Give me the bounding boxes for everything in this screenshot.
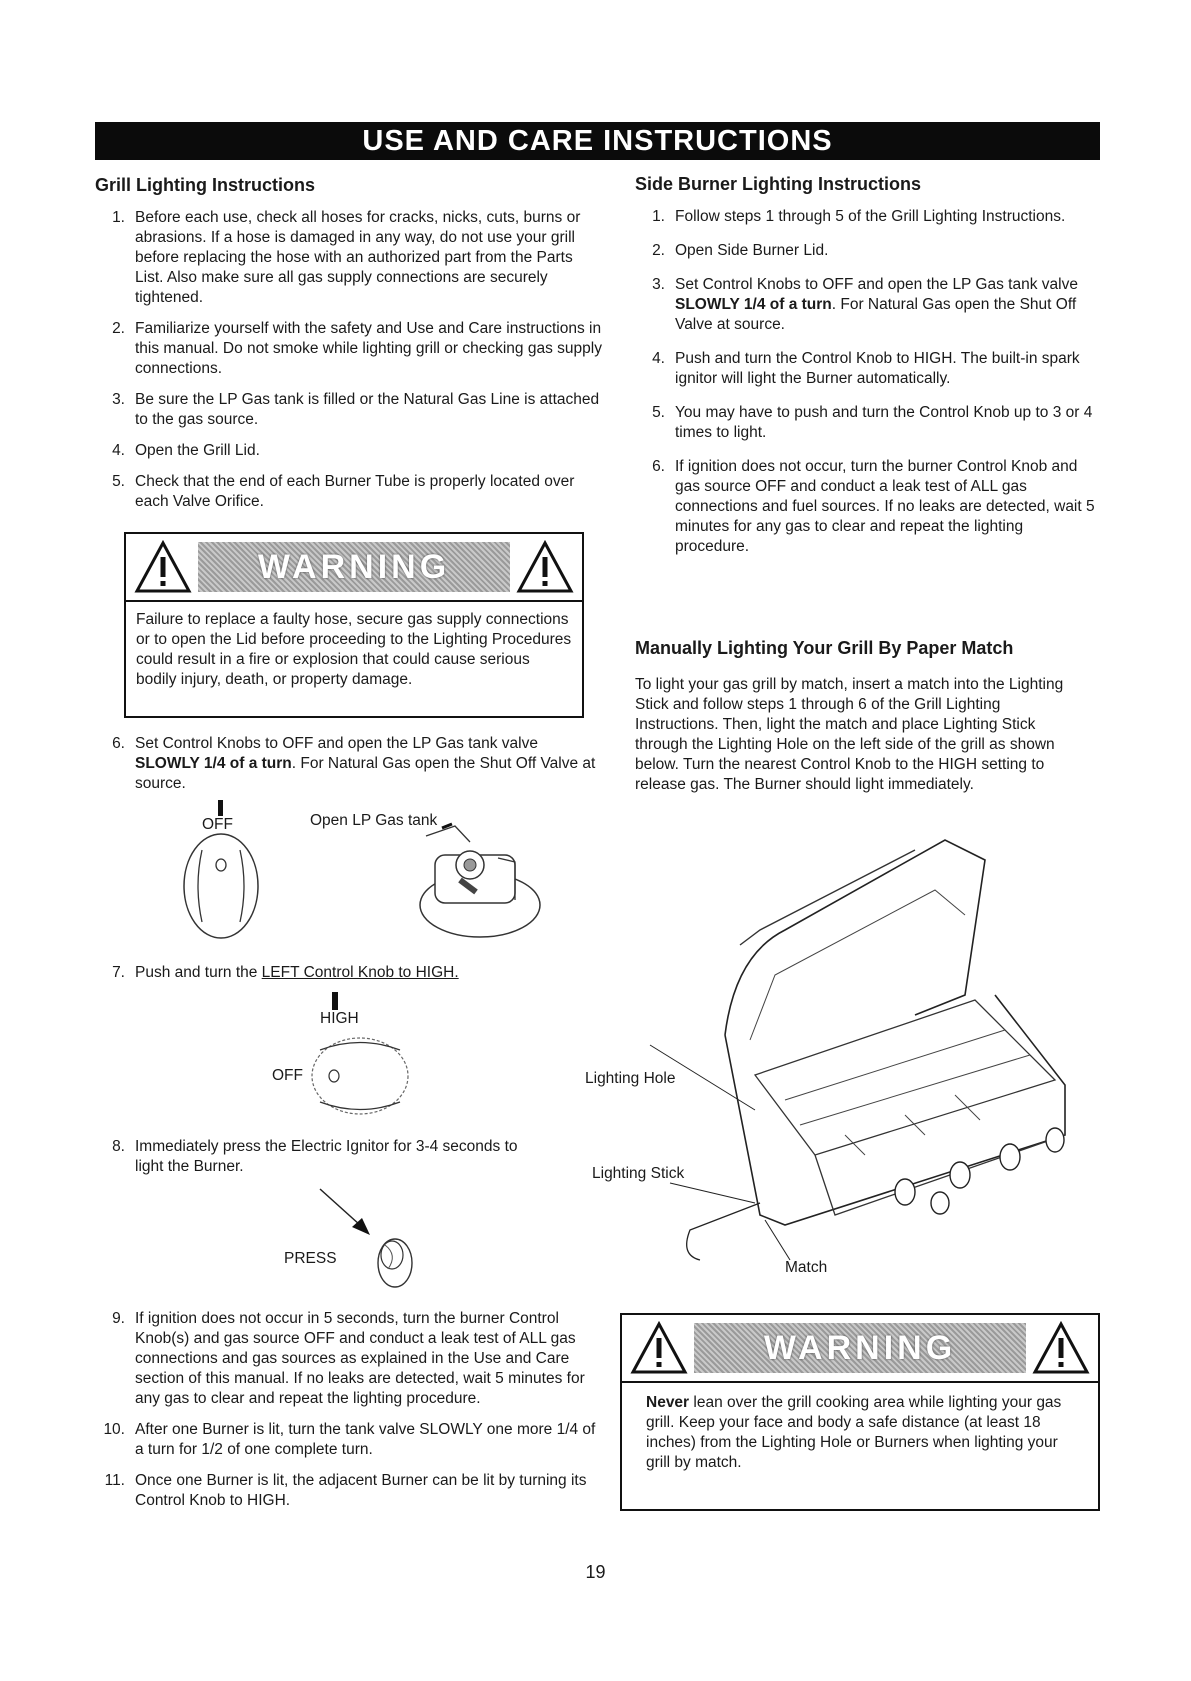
figure-press-ignitor: [280, 1185, 420, 1295]
list-item: 5. Check that the end of each Burner Tube is properly located over each Valve Orifice.: [112, 473, 575, 510]
list-item: 7. Push and turn the LEFT Control Knob to HIGH.: [112, 964, 459, 981]
side-burner-heading: Side Burner Lighting Instructions: [635, 174, 922, 194]
list-item: 2. Open Side Burner Lid.: [652, 242, 829, 259]
list-item: 2. Familiarize yourself with the safety and Use and Care instructions in this manual. Do not smoke while lighting grill or checking gas supply connections.: [112, 320, 602, 377]
warning-title: WARNING: [694, 1323, 1026, 1373]
warning-triangle-icon: [134, 540, 192, 594]
page-number: 19: [585, 1562, 606, 1582]
grill-lighting-column: [95, 175, 605, 523]
list-item: 4. Push and turn the Control Knob to HIGH. The built-in spark ignitor will light the Burner automatically.: [652, 350, 1080, 387]
list-item: 1. Follow steps 1 through 5 of the Grill Lighting Instructions.: [652, 208, 1066, 225]
side-burner-column: [635, 174, 1095, 568]
grill-step-8: [95, 1137, 545, 1188]
page-banner: USE AND CARE INSTRUCTIONS: [95, 122, 1100, 160]
warning-header: [126, 534, 582, 602]
figure-grill-lighting-hole: [585, 835, 1095, 1285]
match-label: Match: [785, 1259, 828, 1276]
warning-triangle-icon: [630, 1321, 688, 1375]
lighting-hole-label: Lighting Hole: [585, 1070, 676, 1087]
figure-off-knob-lp-tank: [180, 800, 580, 950]
list-item: 3. Be sure the LP Gas tank is filled or the Natural Gas Line is attached to the gas source.: [112, 391, 600, 428]
list-item: 1. Before each use, check all hoses for cracks, nicks, cuts, burns or abrasions. If a hose is damaged in any way, do not use your grill before replacing the hose with an authorized part from the Parts List. Also make sure all gas supply connections are securely tightened.: [112, 209, 581, 306]
list-item: 5. You may have to push and turn the Control Knob up to 3 or 4 times to light.: [652, 404, 1093, 441]
open-lp-tank-label: Open LP Gas tank: [310, 812, 438, 829]
paper-match-heading: Manually Lighting Your Grill By Paper Match: [635, 638, 1014, 658]
figure-high-knob: [270, 990, 440, 1130]
warning-header: [622, 1315, 1098, 1383]
off-label: OFF: [202, 816, 233, 833]
high-label: HIGH: [320, 1010, 359, 1027]
grill-steps-1-5: [95, 208, 605, 512]
list-item: 8. Immediately press the Electric Ignitor for 3-4 seconds to light the Burner.: [112, 1138, 518, 1175]
list-item: 6. If ignition does not occur, turn the burner Control Knob and gas source OFF and conduct a leak test of ALL gas connections and fuel sources. If no leaks are detected, wait 5 minutes for any gas to clear and repeat the lighting procedure.: [652, 458, 1095, 555]
list-item: 3. Set Control Knobs to OFF and open the LP Gas tank valve SLOWLY 1/4 of a turn. For Natural Gas open the Shut Off Valve at source.: [652, 276, 1078, 333]
lighting-stick-label: Lighting Stick: [592, 1165, 685, 1182]
warning-box-match: [620, 1313, 1100, 1511]
warning-title: WARNING: [198, 542, 510, 592]
press-label: PRESS: [284, 1250, 337, 1267]
off-label: OFF: [272, 1067, 303, 1084]
paper-match-text: To light your gas grill by match, insert a match into the Lighting Stick and follow steps 1 through 6 of the Grill Lighting Instructions. Then, light the match and place Lighting Stick through the Lighting Hole on the left side of the grill as shown below. Turn the nearest Control Knob to the HIGH setting to release gas. The Burner should light immediately.: [635, 676, 1064, 793]
list-item: 4. Open the Grill Lid.: [112, 442, 260, 459]
warning-triangle-icon: [516, 540, 574, 594]
grill-drawing-icon: [585, 835, 1095, 1285]
grill-step-6: [95, 734, 605, 805]
side-burner-steps: [635, 207, 1095, 557]
list-item: 10. After one Burner is lit, turn the tank valve SLOWLY one more 1/4 of a turn for 1/2 of one complete turn.: [103, 1421, 596, 1458]
list-item: 6. Set Control Knobs to OFF and open the LP Gas tank valve SLOWLY 1/4 of a turn. For Natural Gas open the Shut Off Valve at source.: [112, 735, 596, 792]
grill-lighting-heading: Grill Lighting Instructions: [95, 175, 315, 195]
grill-steps-9-11: [95, 1309, 605, 1522]
list-item: 9. If ignition does not occur in 5 seconds, turn the burner Control Knob(s) and gas source OFF and conduct a leak test of ALL gas connections and gas sources as explained in the Use and Care section of this manual. If no leaks are detected, wait 5 minutes for any gas to clear and repeat the lighting procedure.: [112, 1310, 585, 1407]
warning-triangle-icon: [1032, 1321, 1090, 1375]
list-item: 11. Once one Burner is lit, the adjacent Burner can be lit by turning its Control Knob to HIGH.: [104, 1472, 587, 1509]
warning-box-hose: [124, 532, 584, 718]
ignitor-press-arrow-icon: [280, 1185, 420, 1295]
warning-body: Failure to replace a faulty hose, secure gas supply connections or to open the Lid before proceeding to the Lighting Procedures could result in a fire or explosion that could cause serious bodily injury, death, or property damage.: [136, 611, 572, 688]
warning-body: Never lean over the grill cooking area while lighting your gas grill. Keep your face and body a safe distance (at least 18 inches) from the Lighting Hole or Burners when lighting your grill by match.: [646, 1394, 1062, 1471]
